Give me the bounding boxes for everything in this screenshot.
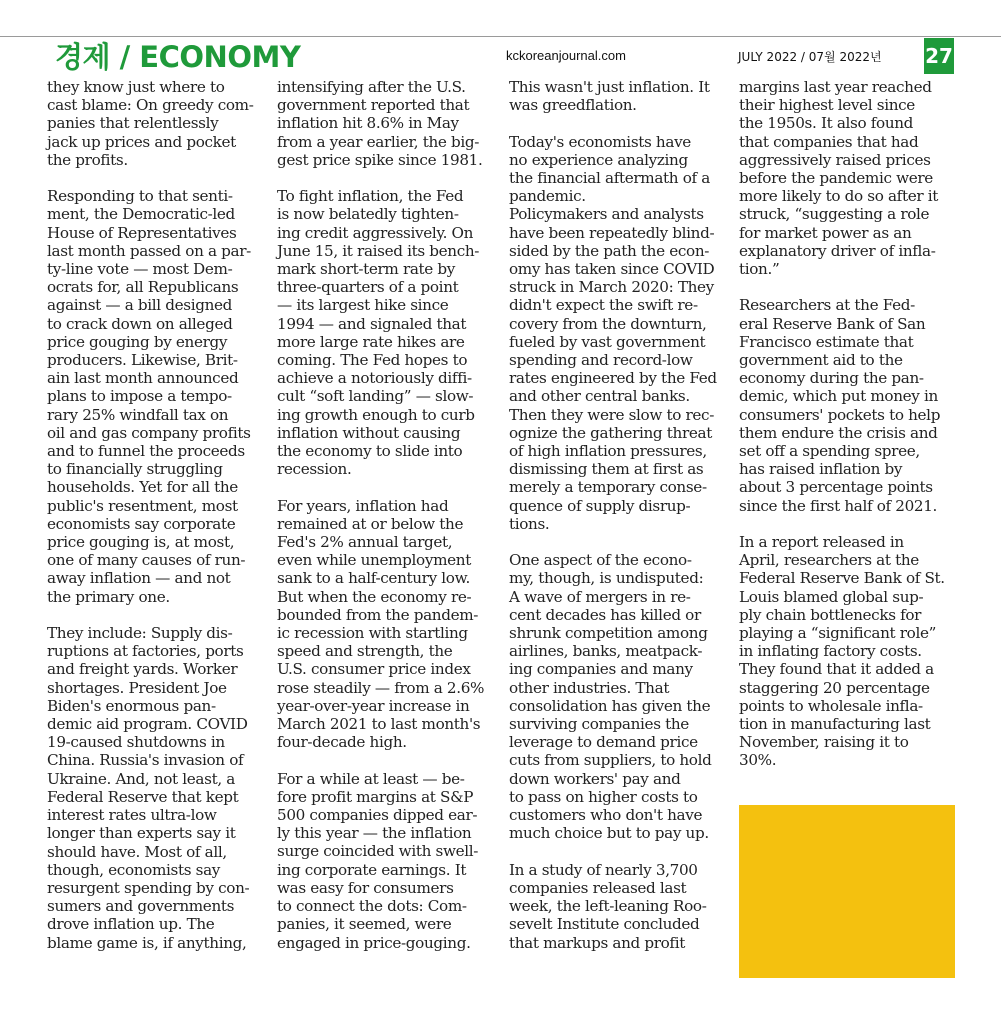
ad-placeholder-box (739, 805, 955, 978)
paragraph: they know just where to cast blame: On greedy com- panies that relentlessly jack up prices and pocket the profits. (47, 78, 254, 169)
website-url[interactable]: kckoreanjournal.com (506, 48, 626, 63)
paragraph: To fight inflation, the Fed is now belatedly tighten- ing credit aggressively. On June 15, it raised its bench- mark short-term rate by three-quarters of a point — its largest hike since 1994 — and signaled that more large rate hikes are coming. The Fed hopes to achieve a notoriously diffi- cult “soft landing” — slow- ing growth enough to curb inflation without causing the economy to slide into recession. (277, 187, 480, 479)
paragraph: This wasn't just inflation. It was greedflation. (509, 78, 710, 115)
paragraph: One aspect of the econo- my, though, is undisputed: A wave of mergers in re- cent decades has killed or shrunk competition among airlines, banks, meatpack- ing companies and many other industries. That consolidation has given the surviving companies the leverage to demand price cuts from suppliers, to hold down workers' pay and to pass on higher costs to customers who don't have much choice but to pay up. (509, 551, 712, 843)
paragraph: In a study of nearly 3,700 companies released last week, the left-leaning Roo- sevelt Institute concluded that markups and profit (509, 860, 707, 952)
paragraph: For a while at least — be- fore profit margins at S&P 500 companies dipped ear- ly this year — the inflation surge coincided with swell- ing corporate earnings. It was easy for consumers to connect the dots: Com- panies, it seemed, were engaged in price-gouging. (277, 769, 479, 952)
paragraph: They include: Supply dis- ruptions at factories, ports and freight yards. Worker shortages. President Joe Biden's enormous pan- demic aid program. COVID 19-caused shutdowns in China. Russia's invasion of Ukraine. And, not least, a Federal Reserve that kept interest rates ultra-low longer than experts say it should have. Most of all, though, economists say resurgent spending by con- sumers and governments drove inflation up. The blame game is, if anything, (47, 624, 250, 952)
paragraph: intensifying after the U.S. government reported that inflation hit 8.6% in May from a year earlier, the big- gest price spike since 1981. (277, 78, 483, 169)
section-title: 경제 / ECONOMY (55, 40, 301, 74)
article-column-3 (509, 78, 731, 970)
paragraph: In a report released in April, researchers at the Federal Reserve Bank of St. Louis blamed global sup- ply chain bottlenecks for playing a “significant role” in inflating factory costs. They found that it added a staggering 20 percentage points to wholesale infla- tion in manufacturing last November, raising it to 30%. (739, 533, 945, 770)
paragraph: Responding to that senti- ment, the Democratic-led House of Representatives last month passed on a par- ty-line vote — most Dem- ocrats for, all Republicans against — a bill designed to crack down on alleged price gouging by energy producers. Likewise, Brit- ain last month announced plans to impose a tempo- rary 25% windfall tax on oil and gas company profits and to funnel the proceeds to financially struggling households. Yet for all the public's resentment, most economists say corporate price gouging is, at most, one of many causes of run- away inflation — and not the primary one. (47, 187, 251, 606)
paragraph: Today's economists have no experience analyzing the financial aftermath of a pandemic. Policymakers and analysts have been repeatedly blind- sided by the path the econ- omy has taken since COVID struck in March 2020: They didn't expect the swift re- covery from the downturn, fueled by vast government spending and record-low rates engineered by the Fed and other central banks. Then they were slow to rec- ognize the gathering threat of high inflation pressures, dismissing them at first as merely a temporary conse- quence of supply disrup- tions. (509, 132, 717, 533)
issue-date: JULY 2022 / 07월 2022년 (738, 50, 882, 64)
paragraph: For years, inflation had remained at or below the Fed's 2% annual target, even while unemployment sank to a half-century low. But when the economy re- bounded from the pandem- ic recession with startling speed and strength, the U.S. consumer price index rose steadily — from a 2.6% year-over-year increase in March 2021 to last month's four-decade high. (277, 496, 485, 752)
page-number: 27 (924, 38, 954, 74)
article-column-4 (739, 78, 961, 788)
paragraph: margins last year reached their highest level since the 1950s. It also found that companies that had aggressively raised prices before the pandemic were more likely to do so after it struck, “suggesting a role for market power as an explanatory driver of infla- tion.” (739, 78, 938, 279)
paragraph: Researchers at the Fed- eral Reserve Bank of San Francisco estimate that government aid to the economy during the pan- demic, which put money in consumers' pockets to help them endure the crisis and set off a spending spree, has raised inflation by about 3 percentage points since the first half of 2021. (739, 296, 941, 515)
header-rule (0, 36, 1001, 37)
article-column-1 (47, 78, 269, 970)
article-column-2 (277, 78, 499, 970)
